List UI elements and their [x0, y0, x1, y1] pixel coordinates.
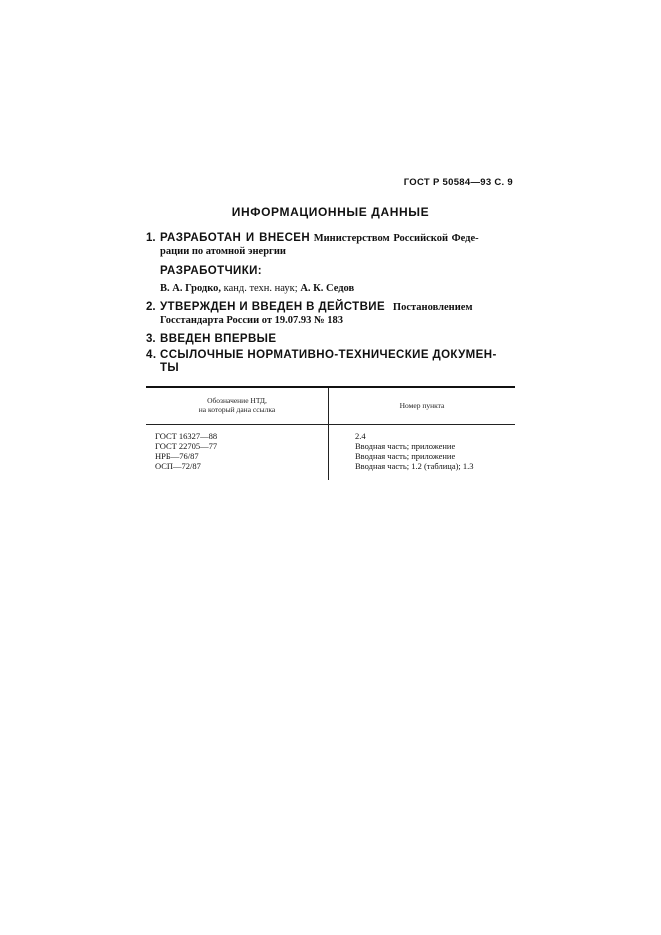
table-cell-clause: Вводная часть; 1.2 (таблица); 1.3: [355, 461, 474, 471]
item-text: Постановлением: [392, 302, 473, 313]
item2-line1: [146, 301, 516, 314]
info-item-reference-docs: [146, 349, 516, 375]
table-header-rule: [146, 424, 515, 425]
item4-line2: ТЫ: [160, 362, 180, 374]
developers-heading: РАЗРАБОТЧИКИ:: [160, 265, 263, 277]
header-ntd-line2: на который дана ссылка: [198, 405, 276, 414]
table-cell-ntd: ГОСТ 16327—88: [155, 431, 218, 441]
table-cell-ntd: ГОСТ 22705—77: [155, 441, 218, 451]
reference-table: [146, 386, 515, 482]
item-number: 4.: [146, 349, 157, 361]
table-header-clause: Номер пункта: [399, 401, 445, 410]
author-title: канд. техн. наук;: [223, 283, 298, 294]
item-lead: ССЫЛОЧНЫЕ НОРМАТИВНО-ТЕХНИЧЕСКИЕ ДОКУМЕН-: [160, 349, 497, 361]
info-item-first-introduced: [146, 333, 516, 346]
info-item-approved: [146, 301, 516, 327]
table-cell-ntd: ОСП—72/87: [155, 461, 201, 471]
author-name: А. К. Седов: [300, 283, 355, 294]
item-lead: ВВЕДЕН ВПЕРВЫЕ: [160, 333, 277, 345]
item-text: Министерством Российской Феде-: [313, 233, 479, 244]
item2-line2: Госстандарта России от 19.07.93 № 183: [160, 315, 343, 326]
developers-names: [160, 283, 354, 294]
header-ntd-line1: Обозначение НТД,: [207, 396, 267, 405]
author-name: В. А. Гродко,: [160, 283, 221, 294]
item-number: 3.: [146, 333, 156, 345]
table-header-ntd: [146, 396, 328, 414]
info-item-developed: [146, 232, 516, 258]
item-number: 2.: [146, 301, 156, 313]
table-cell-clause: Вводная часть; приложение: [355, 451, 456, 461]
table-column-ntd: [155, 431, 217, 471]
item-number: 1.: [146, 232, 156, 244]
table-cell-ntd: НРБ—76/87: [155, 451, 199, 461]
page-code: ГОСТ Р 50584—93 С. 9: [403, 177, 513, 188]
table-cell-clause: 2.4: [355, 431, 366, 441]
table-top-rule: [146, 386, 515, 388]
item4-line1: [146, 349, 516, 362]
item-lead: РАЗРАБОТАН И ВНЕСЕН: [160, 232, 311, 244]
item1-line2: рации по атомной энергии: [160, 246, 286, 257]
table-column-clause: [355, 431, 474, 471]
item1-line1: [146, 232, 516, 245]
document-title: ИНФОРМАЦИОННЫЕ ДАННЫЕ: [231, 205, 430, 219]
item-lead: УТВЕРЖДЕН И ВВЕДЕН В ДЕЙСТВИЕ: [160, 301, 386, 313]
table-cell-clause: Вводная часть; приложение: [355, 441, 456, 451]
